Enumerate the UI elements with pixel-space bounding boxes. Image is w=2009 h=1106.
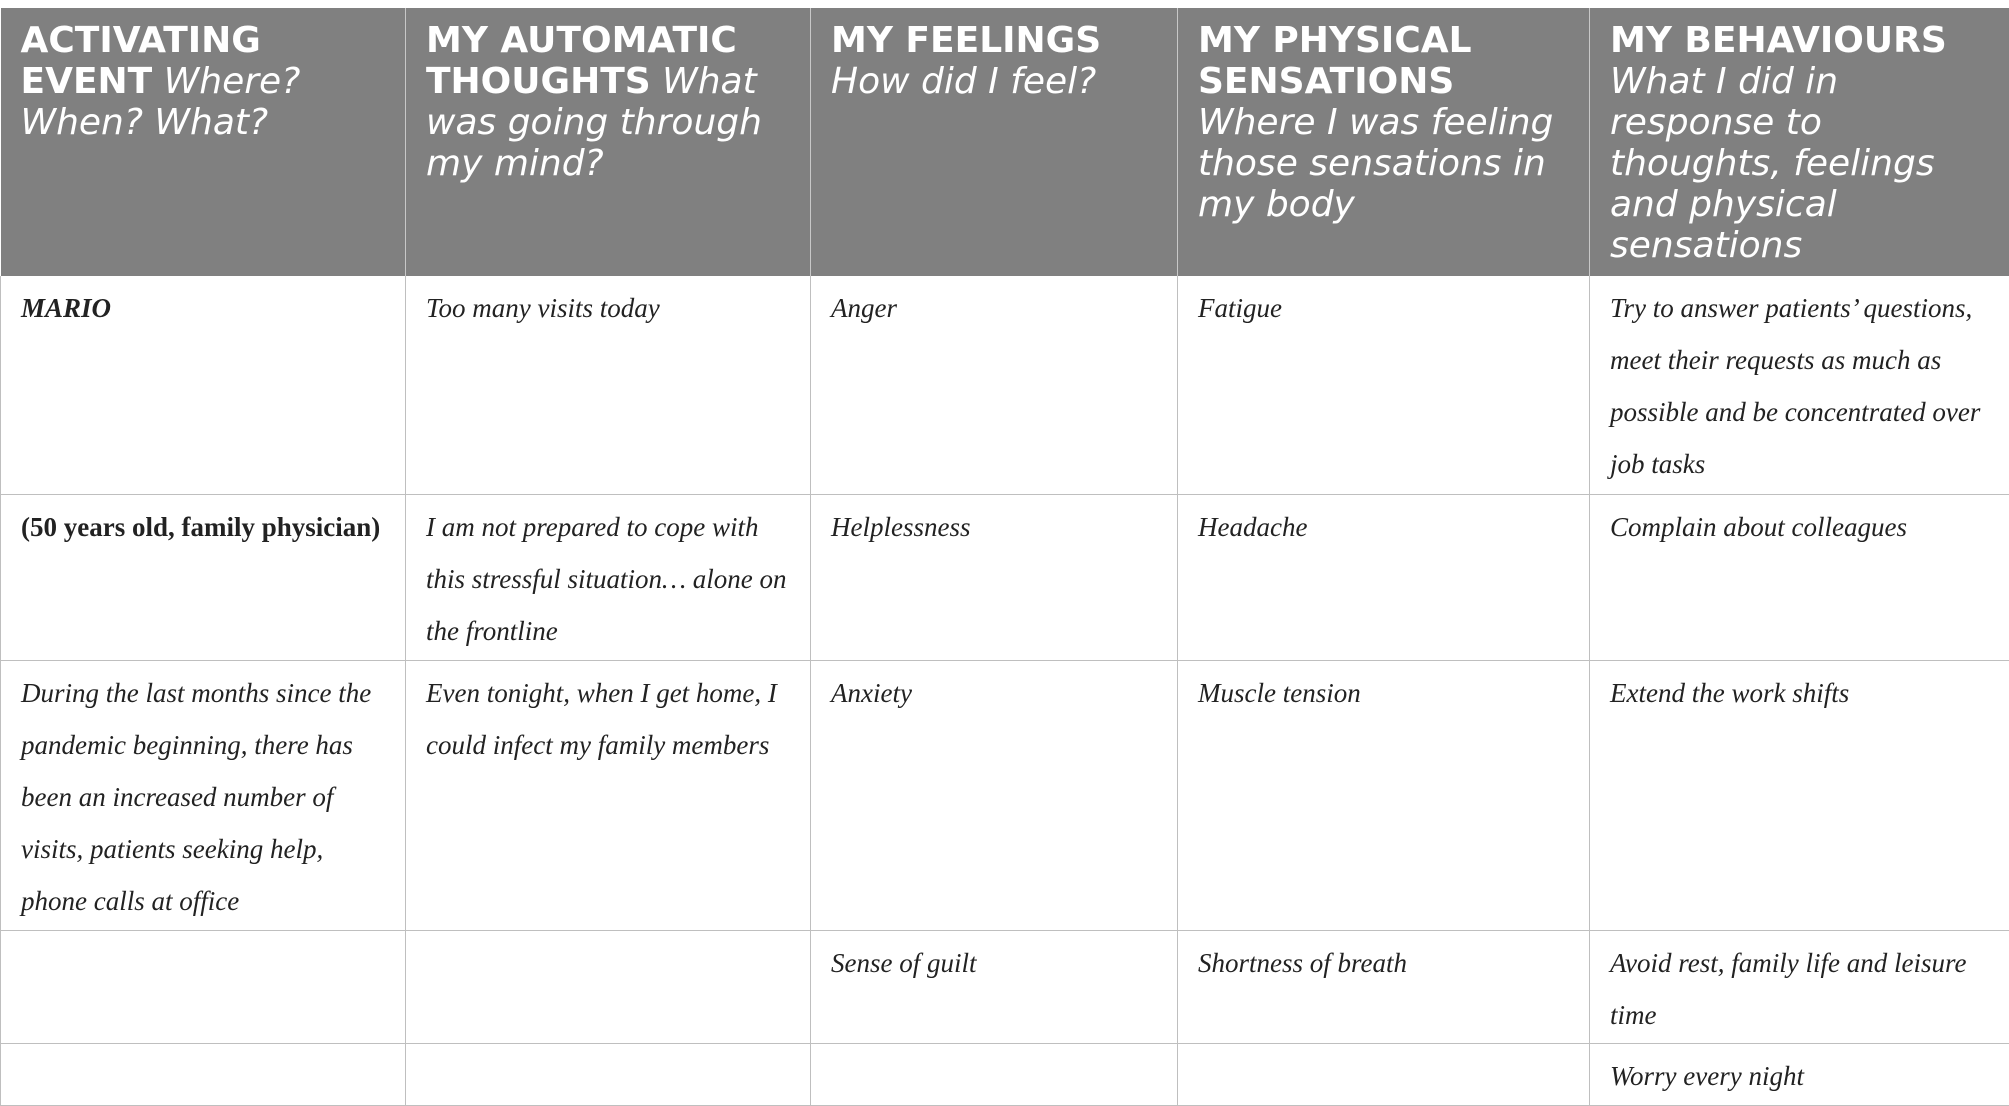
cell-behaviour: Avoid rest, family life and leisure time [1590,930,2009,1043]
header-activating-event [1,8,406,276]
header-row [1,8,2009,276]
cell-feeling: Anger [811,276,1178,494]
header-feelings [811,8,1178,276]
cell-thought [406,930,811,1043]
header-main: ACTIVATING EVENT [21,20,261,102]
header-physical-sensations [1178,8,1590,276]
cell-sensation: Shortness of breath [1178,930,1590,1043]
cell-event [1,1043,406,1105]
header-main: MY FEELINGS [831,20,1101,61]
cell-behaviour: Worry every night [1590,1043,2009,1105]
cell-feeling: Anxiety [811,660,1178,930]
header-sub: What I did in response to thoughts, feelings and physical sensations [1610,61,1935,266]
table-row [1,276,2009,494]
header-sub: Where I was feeling those sensations in my body [1198,102,1553,225]
abc-worksheet-table [0,8,2009,1106]
table-row [1,660,2009,930]
header-main: MY AUTOMATIC THOUGHTS [426,20,737,102]
header-automatic-thoughts [406,8,811,276]
table-row [1,1043,2009,1105]
cell-feeling [811,1043,1178,1105]
cell-sensation [1178,1043,1590,1105]
header-behaviours [1590,8,2009,276]
cell-event: MARIO [1,276,406,494]
header-main: MY PHYSICAL SENSATIONS [1198,20,1472,102]
header-main: MY BEHAVIOURS [1610,20,1947,61]
cell-sensation: Headache [1178,494,1590,660]
cell-thought: I am not prepared to cope with this stressful situation… alone on the frontline [406,494,811,660]
header-sub: Where? When? What? [21,61,301,143]
cell-event: (50 years old, family physician) [1,494,406,660]
cell-behaviour: Try to answer patients’ questions, meet their requests as much as possible and be concentrated over job tasks [1590,276,2009,494]
cell-behaviour: Complain about colleagues [1590,494,2009,660]
cell-thought: Even tonight, when I get home, I could infect my family members [406,660,811,930]
cell-feeling: Sense of guilt [811,930,1178,1043]
cell-thought: Too many visits today [406,276,811,494]
cell-behaviour: Extend the work shifts [1590,660,2009,930]
cell-event [1,930,406,1043]
cell-event: During the last months since the pandemic beginning, there has been an increased number of visits, patients seeking help, phone calls at office [1,660,406,930]
cell-sensation: Muscle tension [1178,660,1590,930]
table-row [1,930,2009,1043]
header-sub: How did I feel? [831,61,1096,102]
header-sub: What was going through my mind? [426,61,762,184]
cell-thought [406,1043,811,1105]
cell-feeling: Helplessness [811,494,1178,660]
cell-sensation: Fatigue [1178,276,1590,494]
abc-table-container [0,8,2009,1106]
table-row [1,494,2009,660]
